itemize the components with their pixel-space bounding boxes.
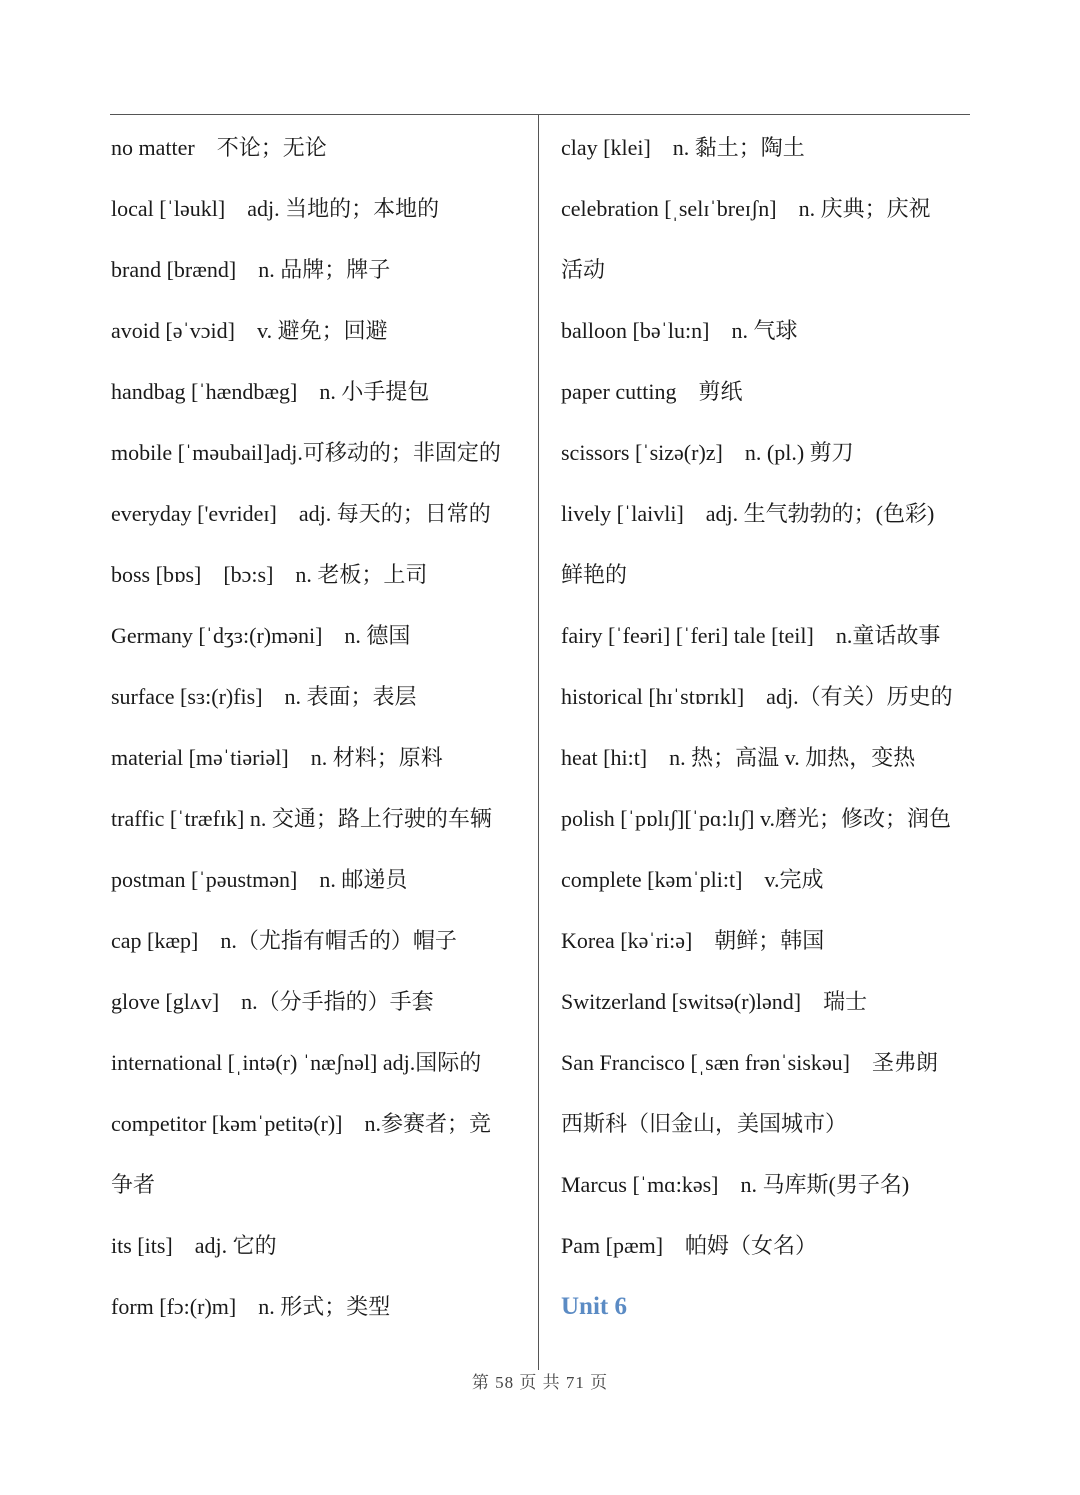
vocab-line: Pam [pæm] 帕姆（女名） [561,1233,818,1258]
vocab-line: 西斯科（旧金山，美国城市） [561,1111,848,1136]
vocab-line: 活动 [561,257,606,282]
vocab-line: form [fɔ:(r)m] n. 形式；类型 [111,1294,391,1319]
vocab-line: 鲜艳的 [561,562,628,587]
vocab-line: scissors [ˈsizə(r)z] n. (pl.) 剪刀 [561,440,854,465]
vocab-line: traffic [ˈtræfɪk] n. 交通；路上行驶的车辆 [111,806,492,831]
vocab-line: Switzerland [switsə(r)lənd] 瑞士 [561,989,868,1014]
vocab-line: historical [hɪˈstɒrɪkl] adj.（有关）历史的 [561,684,953,709]
top-rule [110,114,970,115]
vocab-line: mobile [ˈməubail]adj.可移动的；非固定的 [111,440,501,465]
vocab-line: brand [brænd] n. 品牌；牌子 [111,257,391,282]
vocab-line: everyday ['evrideɪ] adj. 每天的；日常的 [111,501,491,526]
vocab-line: avoid [əˈvɔid] v. 避免；回避 [111,318,388,343]
vocab-line: lively [ˈlaivli] adj. 生气勃勃的；(色彩) [561,501,935,526]
vocab-line: celebration [ˌselɪˈbreɪʃn] n. 庆典；庆祝 [561,196,931,221]
vocab-line: complete [kəmˈpli:t] v.完成 [561,867,824,892]
vocab-line: polish [ˈpɒlɪʃ][ˈpɑ:lɪʃ] v.磨光；修改；润色 [561,806,952,831]
vocab-line: clay [klei] n. 黏土；陶土 [561,135,805,160]
column-divider [538,114,539,1370]
vocab-line: fairy [ˈfeəri] [ˈferi] tale [teil] n.童话故事 [561,623,941,648]
vocab-line: cap [kæp] n.（尤指有帽舌的）帽子 [111,928,457,953]
vocab-line: San Francisco [ˌsæn frənˈsiskəu] 圣弗朗 [561,1050,938,1075]
vocab-line: international [ˌintə(r) ˈnæʃnəl] adj.国际的 [111,1050,482,1075]
vocab-line: 争者 [111,1172,156,1197]
vocab-line: balloon [bəˈlu:n] n. 气球 [561,318,798,343]
vocab-line: Marcus [ˈmɑ:kəs] n. 马库斯(男子名) [561,1172,910,1197]
unit-heading: Unit 6 [561,1293,627,1320]
vocab-line: heat [hi:t] n. 热；高温 v. 加热，变热 [561,745,916,770]
vocab-line: boss [bɒs] [bɔ:s] n. 老板；上司 [111,562,428,587]
vocab-line: competitor [kəmˈpetitə(r)] n.参赛者；竞 [111,1111,492,1136]
vocab-line: local [ˈləukl] adj. 当地的；本地的 [111,196,440,221]
vocab-line: surface [sɜ:(r)fis] n. 表面；表层 [111,684,417,709]
vocab-line: material [məˈtiəriəl] n. 材料；原料 [111,745,443,770]
vocab-line: Korea [kəˈri:ə] 朝鲜；韩国 [561,928,825,953]
right-column [561,117,976,1337]
vocab-line: postman [ˈpəustmən] n. 邮递员 [111,867,408,892]
vocab-line: glove [glʌv] n.（分手指的）手套 [111,989,434,1014]
vocab-line: no matter 不论；无论 [111,135,327,160]
left-column [111,117,531,1337]
page-footer: 第 58 页 共 71 页 [471,1373,609,1392]
vocab-line: Germany [ˈdʒɜ:(r)məni] n. 德国 [111,623,411,648]
vocab-line: its [its] adj. 它的 [111,1233,277,1258]
vocab-line: paper cutting 剪纸 [561,379,743,404]
vocab-line: handbag [ˈhændbæg] n. 小手提包 [111,379,430,404]
